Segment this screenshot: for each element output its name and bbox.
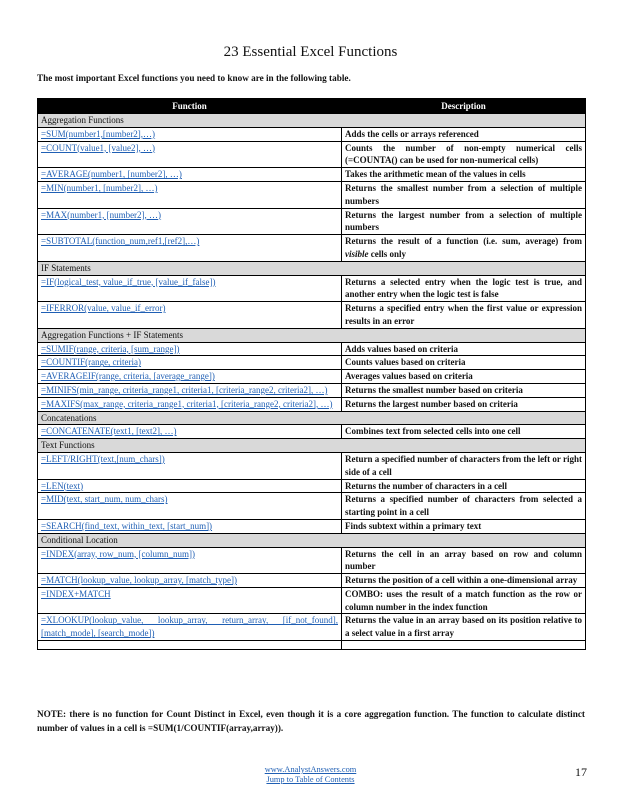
table-row (38, 181, 586, 208)
section-row (38, 114, 586, 128)
function-description: COMBO: uses the result of a match function as the row or column number in the index function (342, 587, 586, 614)
section-label: IF Statements (38, 261, 586, 275)
section-row (38, 261, 586, 275)
function-link[interactable]: =INDEX(array, row_num, [column_num]) (38, 547, 342, 574)
toc-link[interactable]: Jump to Table of Contents (266, 775, 355, 784)
table-row (38, 141, 586, 168)
table-row (38, 493, 586, 520)
table-row (38, 383, 586, 397)
table-row (38, 302, 586, 329)
table-row (38, 587, 586, 614)
website-link[interactable]: www.AnalystAnswers.com (264, 765, 357, 774)
function-description: Returns the smallest number from a selection of multiple numbers (342, 181, 586, 208)
section-row (38, 411, 586, 425)
empty-cell (342, 641, 586, 650)
table-row (38, 479, 586, 493)
function-link[interactable]: =SUMIF(range, criteria, [sum_range]) (38, 342, 342, 356)
function-link[interactable]: =CONCATENATE(text1, [text2], …) (38, 425, 342, 439)
table-row (38, 342, 586, 356)
function-link[interactable]: =MID(text, start_num, num_chars) (38, 493, 342, 520)
function-link[interactable]: =MAXIFS(max_range, criteria_range1, criteria1, [criteria_range2, criteria2], …) (38, 397, 342, 411)
function-description: Counts the number of non-empty numerical cells (=COUNTA() can be used for non-numerical cells) (342, 141, 586, 168)
table-row (38, 574, 586, 588)
function-link[interactable]: =LEN(text) (38, 479, 342, 493)
function-description: Adds the cells or arrays referenced (342, 127, 586, 141)
header-description: Description (342, 99, 586, 114)
function-link[interactable]: =INDEX+MATCH (38, 587, 342, 614)
emphasis-text: visible (345, 248, 369, 259)
section-row (38, 328, 586, 342)
table-row (38, 235, 586, 262)
function-link[interactable]: =SUM(number1,[number2],…) (38, 127, 342, 141)
function-link[interactable]: =SEARCH(find_text, within_text, [start_num]) (38, 519, 342, 533)
function-description: Averages values based on criteria (342, 370, 586, 384)
table-row (38, 168, 586, 182)
table-row (38, 370, 586, 384)
page-title: 23 Essential Excel Functions (223, 44, 398, 60)
function-link[interactable]: =SUBTOTAL(function_num,ref1,[ref2],…) (38, 235, 342, 262)
header-function: Function (38, 99, 342, 114)
table-row (38, 208, 586, 235)
function-description: Counts values based on criteria (342, 356, 586, 370)
table-row (38, 614, 586, 641)
function-link[interactable]: =XLOOKUP(lookup_value, lookup_array, return_array, [if_not_found], [match_mode], [search_mode]) (38, 614, 342, 641)
function-link[interactable]: =MINIFS(min_range, criteria_range1, criteria1, [criteria_range2, criteria2], …) (38, 383, 342, 397)
function-description: Returns the smallest number based on criteria (342, 383, 586, 397)
table-row (38, 397, 586, 411)
function-description: Returns the number of characters in a cell (342, 479, 586, 493)
intro-text: The most important Excel functions you need to know are in the following table. (37, 73, 351, 83)
function-link[interactable]: =IF(logical_test, value_if_true, [value_if_false]) (38, 275, 342, 302)
section-label: Aggregation Functions + IF Statements (38, 328, 586, 342)
function-description: Takes the arithmetic mean of the values in cells (342, 168, 586, 182)
function-link[interactable]: =MAX(number1, [number2], …) (38, 208, 342, 235)
footer-links (0, 765, 621, 785)
function-description: Returns a selected entry when the logic test is true, and another entry when the logic test is false (342, 275, 586, 302)
table-row (38, 425, 586, 439)
table-row (38, 519, 586, 533)
table-row (38, 275, 586, 302)
function-link[interactable]: =COUNT(value1, [value2], …) (38, 141, 342, 168)
section-row (38, 533, 586, 547)
table-row (38, 452, 586, 479)
table-row (38, 547, 586, 574)
table-row (38, 127, 586, 141)
function-description: Combines text from selected cells into one cell (342, 425, 586, 439)
section-label: Conditional Location (38, 533, 586, 547)
spacer-row (38, 641, 586, 650)
function-link[interactable]: =MATCH(lookup_value, lookup_array, [match_type]) (38, 574, 342, 588)
empty-cell (38, 641, 342, 650)
function-link[interactable]: =AVERAGE(number1, [number2], …) (38, 168, 342, 182)
table-row (38, 356, 586, 370)
functions-table (37, 98, 586, 650)
function-link[interactable]: =MIN(number1, [number2], …) (38, 181, 342, 208)
section-label: Aggregation Functions (38, 114, 586, 128)
function-link[interactable]: =AVERAGEIF(range, criteria, [average_range]) (38, 370, 342, 384)
function-description: Finds subtext within a primary text (342, 519, 586, 533)
function-description: Returns the largest number from a selection of multiple numbers (342, 208, 586, 235)
section-label: Concatenations (38, 411, 586, 425)
function-description: Adds values based on criteria (342, 342, 586, 356)
function-description: Returns the result of a function (i.e. sum, average) from visible cells only (342, 235, 586, 262)
function-description: Returns the cell in an array based on row and column number (342, 547, 586, 574)
function-link[interactable]: =COUNTIF(range, criteria) (38, 356, 342, 370)
table-header-row (38, 99, 586, 114)
function-link[interactable]: =LEFT/RIGHT(text,[num_chars]) (38, 452, 342, 479)
section-label: Text Functions (38, 439, 586, 453)
note-text: NOTE: there is no function for Count Distinct in Excel, even though it is a core aggregation function. The function to calculate distinct number of values in a cell is =SUM(1/COUNTIF(array,array)). (37, 709, 585, 733)
function-description: Returns the largest number based on criteria (342, 397, 586, 411)
function-link[interactable]: =IFERROR(value, value_if_error) (38, 302, 342, 329)
function-description: Returns a specified entry when the first value or expression results in an error (342, 302, 586, 329)
function-description: Returns the value in an array based on its position relative to a select value in a first array (342, 614, 586, 641)
table-body (38, 114, 586, 650)
function-description: Returns the position of a cell within a one-dimensional array (342, 574, 586, 588)
function-description: Return a specified number of characters from the left or right side of a cell (342, 452, 586, 479)
page-number: 17 (575, 765, 587, 779)
section-row (38, 439, 586, 453)
function-description: Returns a specified number of characters from selected a starting point in a cell (342, 493, 586, 520)
